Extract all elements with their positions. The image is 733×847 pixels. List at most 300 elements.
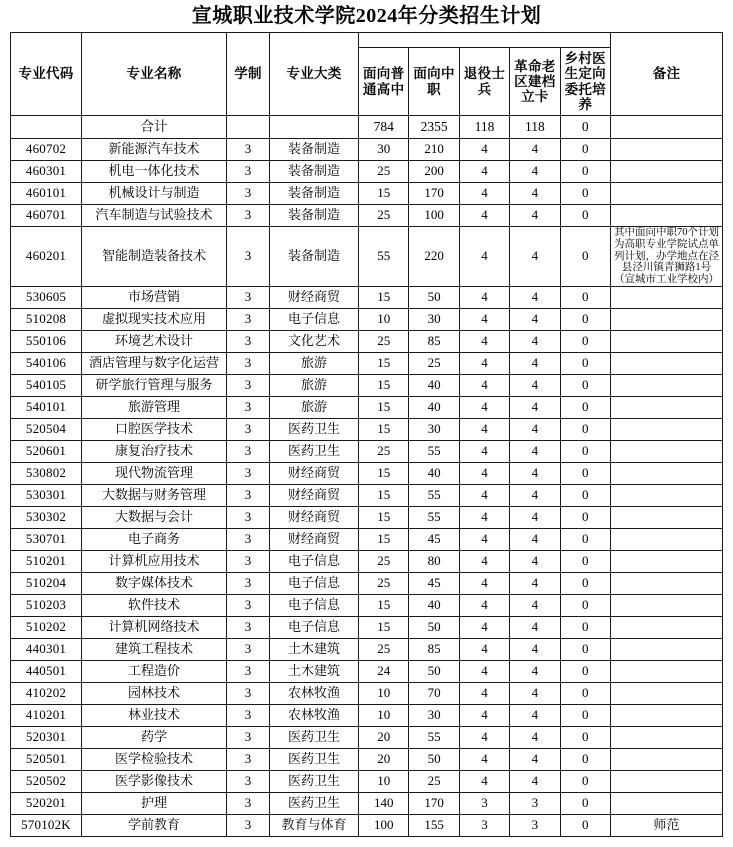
cell-major-category: 装备制造 (270, 139, 359, 161)
cell-remarks (611, 286, 723, 308)
cell-major-category: 财经商贸 (270, 462, 359, 484)
cell-old-revolutionary-base-card: 4 (510, 616, 560, 638)
cell-remarks (611, 704, 723, 726)
cell-old-revolutionary-base-card: 4 (510, 183, 560, 205)
cell-toward-general-high-school: 15 (359, 396, 409, 418)
cell-rural-doctor-commissioned: 0 (560, 139, 610, 161)
cell-major-code: 510201 (11, 550, 82, 572)
cell-rural-doctor-commissioned: 0 (560, 704, 610, 726)
cell-major-code: 460702 (11, 139, 82, 161)
cell-toward-general-high-school: 100 (359, 814, 409, 836)
cell-major-code: 410202 (11, 682, 82, 704)
table-row (11, 396, 723, 418)
cell-rural-doctor-commissioned: 0 (560, 161, 610, 183)
cell-major-category: 土木建筑 (270, 638, 359, 660)
cell-remarks (611, 550, 723, 572)
cell-rural-doctor-commissioned: 0 (560, 308, 610, 330)
cell-remarks (611, 616, 723, 638)
cell-length-of-study: 3 (227, 616, 270, 638)
cell-remarks (611, 660, 723, 682)
cell-rural-doctor-commissioned: 0 (560, 286, 610, 308)
table-row (11, 308, 723, 330)
table-row (11, 161, 723, 183)
cell-old-revolutionary-base-card: 4 (510, 550, 560, 572)
header-group-row (11, 33, 723, 48)
cell-rural-doctor-commissioned: 0 (560, 462, 610, 484)
cell-major-name: 园林技术 (82, 682, 227, 704)
cell-retired-soldiers: 3 (459, 792, 509, 814)
cell-toward-secondary-vocational: 80 (409, 550, 459, 572)
cell-major-category: 装备制造 (270, 161, 359, 183)
cell-retired-soldiers: 4 (459, 704, 509, 726)
cell-retired-soldiers: 4 (459, 594, 509, 616)
cell-toward-general-high-school: 25 (359, 205, 409, 227)
cell-retired-soldiers: 4 (459, 638, 509, 660)
cell-retired-soldiers: 118 (459, 116, 509, 139)
cell-remarks (611, 506, 723, 528)
cell-major-category: 医药卫生 (270, 440, 359, 462)
cell-major-code: 550106 (11, 330, 82, 352)
cell-toward-secondary-vocational: 170 (409, 792, 459, 814)
cell-old-revolutionary-base-card: 4 (510, 308, 560, 330)
table-row (11, 792, 723, 814)
cell-old-revolutionary-base-card: 4 (510, 748, 560, 770)
cell-old-revolutionary-base-card: 4 (510, 374, 560, 396)
cell-rural-doctor-commissioned: 0 (560, 792, 610, 814)
cell-toward-general-high-school: 15 (359, 374, 409, 396)
table-row (11, 227, 723, 287)
cell-toward-secondary-vocational: 155 (409, 814, 459, 836)
cell-old-revolutionary-base-card: 4 (510, 286, 560, 308)
cell-retired-soldiers: 4 (459, 484, 509, 506)
cell-toward-secondary-vocational: 30 (409, 704, 459, 726)
cell-remarks (611, 770, 723, 792)
cell-toward-secondary-vocational: 40 (409, 462, 459, 484)
table-row (11, 440, 723, 462)
cell-old-revolutionary-base-card: 4 (510, 330, 560, 352)
cell-length-of-study: 3 (227, 506, 270, 528)
cell-major-code (11, 116, 82, 139)
cell-old-revolutionary-base-card: 4 (510, 528, 560, 550)
cell-length-of-study: 3 (227, 792, 270, 814)
column-header-rural-doctor-commissioned: 乡村医生定向委托培养 (560, 48, 610, 116)
cell-major-category: 医药卫生 (270, 792, 359, 814)
cell-retired-soldiers: 4 (459, 418, 509, 440)
cell-major-name: 口腔医学技术 (82, 418, 227, 440)
cell-toward-general-high-school: 15 (359, 616, 409, 638)
cell-remarks (611, 726, 723, 748)
cell-major-category: 电子信息 (270, 550, 359, 572)
cell-toward-general-high-school: 15 (359, 352, 409, 374)
cell-major-category: 电子信息 (270, 616, 359, 638)
cell-toward-general-high-school: 20 (359, 726, 409, 748)
cell-old-revolutionary-base-card: 3 (510, 814, 560, 836)
cell-rural-doctor-commissioned: 0 (560, 594, 610, 616)
table-header (11, 33, 723, 116)
cell-length-of-study: 3 (227, 572, 270, 594)
cell-rural-doctor-commissioned: 0 (560, 638, 610, 660)
cell-toward-secondary-vocational: 30 (409, 308, 459, 330)
cell-retired-soldiers: 4 (459, 352, 509, 374)
cell-major-name: 合计 (82, 116, 227, 139)
cell-length-of-study: 3 (227, 161, 270, 183)
cell-toward-secondary-vocational: 55 (409, 726, 459, 748)
cell-old-revolutionary-base-card: 4 (510, 726, 560, 748)
column-header-length-of-study: 学制 (227, 33, 270, 116)
cell-major-category: 旅游 (270, 352, 359, 374)
cell-toward-general-high-school: 15 (359, 506, 409, 528)
table-row (11, 484, 723, 506)
cell-length-of-study: 3 (227, 227, 270, 287)
column-header-toward-general-high-school: 面向普通高中 (359, 48, 409, 116)
cell-length-of-study: 3 (227, 374, 270, 396)
cell-old-revolutionary-base-card: 4 (510, 396, 560, 418)
cell-major-code: 510203 (11, 594, 82, 616)
cell-retired-soldiers: 4 (459, 506, 509, 528)
cell-toward-general-high-school: 15 (359, 462, 409, 484)
cell-toward-general-high-school: 25 (359, 572, 409, 594)
table-row-total (11, 116, 723, 139)
table-row (11, 418, 723, 440)
cell-rural-doctor-commissioned: 0 (560, 616, 610, 638)
cell-major-code: 530301 (11, 484, 82, 506)
cell-major-code: 460301 (11, 161, 82, 183)
cell-major-name: 药学 (82, 726, 227, 748)
table-row (11, 682, 723, 704)
table-row (11, 748, 723, 770)
cell-length-of-study: 3 (227, 484, 270, 506)
cell-toward-secondary-vocational: 55 (409, 506, 459, 528)
cell-remarks (611, 484, 723, 506)
column-header-old-revolutionary-base-card: 革命老区建档立卡 (510, 48, 560, 116)
cell-major-name: 机械设计与制造 (82, 183, 227, 205)
cell-length-of-study: 3 (227, 440, 270, 462)
cell-major-category: 电子信息 (270, 308, 359, 330)
cell-major-category: 装备制造 (270, 205, 359, 227)
cell-retired-soldiers: 4 (459, 462, 509, 484)
cell-retired-soldiers: 4 (459, 550, 509, 572)
cell-rural-doctor-commissioned: 0 (560, 814, 610, 836)
cell-major-category: 财经商贸 (270, 286, 359, 308)
cell-major-name: 汽车制造与试验技术 (82, 205, 227, 227)
cell-major-category: 电子信息 (270, 572, 359, 594)
table-row (11, 462, 723, 484)
cell-old-revolutionary-base-card: 3 (510, 792, 560, 814)
cell-remarks (611, 396, 723, 418)
cell-remarks (611, 330, 723, 352)
cell-old-revolutionary-base-card: 4 (510, 139, 560, 161)
cell-length-of-study: 3 (227, 396, 270, 418)
cell-remarks (611, 528, 723, 550)
cell-major-name: 建筑工程技术 (82, 638, 227, 660)
cell-major-name: 计算机网络技术 (82, 616, 227, 638)
cell-major-name: 护理 (82, 792, 227, 814)
cell-remarks: 师范 (611, 814, 723, 836)
cell-major-category: 旅游 (270, 396, 359, 418)
cell-toward-general-high-school: 15 (359, 594, 409, 616)
table-row (11, 506, 723, 528)
cell-rural-doctor-commissioned: 0 (560, 660, 610, 682)
cell-old-revolutionary-base-card: 4 (510, 506, 560, 528)
cell-major-code: 410201 (11, 704, 82, 726)
cell-major-name: 大数据与会计 (82, 506, 227, 528)
cell-major-code: 460201 (11, 227, 82, 287)
cell-rural-doctor-commissioned: 0 (560, 726, 610, 748)
cell-major-code: 540105 (11, 374, 82, 396)
cell-toward-secondary-vocational: 170 (409, 183, 459, 205)
cell-major-code: 520601 (11, 440, 82, 462)
cell-old-revolutionary-base-card: 4 (510, 227, 560, 287)
cell-length-of-study: 3 (227, 748, 270, 770)
page-title: 宣城职业技术学院2024年分类招生计划 (191, 5, 542, 27)
cell-retired-soldiers: 4 (459, 572, 509, 594)
cell-major-name: 康复治疗技术 (82, 440, 227, 462)
cell-major-category: 医药卫生 (270, 726, 359, 748)
table-row (11, 374, 723, 396)
cell-major-category: 教育与体育 (270, 814, 359, 836)
cell-major-category: 农林牧渔 (270, 682, 359, 704)
cell-length-of-study: 3 (227, 704, 270, 726)
cell-major-code: 440301 (11, 638, 82, 660)
cell-length-of-study: 3 (227, 286, 270, 308)
cell-rural-doctor-commissioned: 0 (560, 440, 610, 462)
cell-remarks (611, 572, 723, 594)
cell-major-name: 大数据与财务管理 (82, 484, 227, 506)
cell-rural-doctor-commissioned: 0 (560, 748, 610, 770)
cell-major-code: 530802 (11, 462, 82, 484)
cell-retired-soldiers: 4 (459, 770, 509, 792)
cell-remarks (611, 792, 723, 814)
cell-retired-soldiers: 4 (459, 748, 509, 770)
column-header-major-name: 专业名称 (82, 33, 227, 116)
cell-toward-general-high-school: 24 (359, 660, 409, 682)
cell-retired-soldiers: 4 (459, 161, 509, 183)
cell-major-code: 540106 (11, 352, 82, 374)
cell-major-name: 计算机应用技术 (82, 550, 227, 572)
cell-length-of-study: 3 (227, 594, 270, 616)
cell-toward-secondary-vocational: 2355 (409, 116, 459, 139)
cell-major-name: 机电一体化技术 (82, 161, 227, 183)
cell-major-category (270, 116, 359, 139)
table-row (11, 660, 723, 682)
cell-old-revolutionary-base-card: 4 (510, 682, 560, 704)
cell-toward-secondary-vocational: 50 (409, 286, 459, 308)
cell-length-of-study: 3 (227, 726, 270, 748)
table-body (11, 116, 723, 837)
cell-toward-general-high-school: 15 (359, 286, 409, 308)
cell-major-name: 新能源汽车技术 (82, 139, 227, 161)
cell-major-name: 酒店管理与数字化运营 (82, 352, 227, 374)
cell-toward-general-high-school: 25 (359, 550, 409, 572)
cell-major-name: 智能制造装备技术 (82, 227, 227, 287)
cell-major-code: 530701 (11, 528, 82, 550)
cell-major-name: 医学检验技术 (82, 748, 227, 770)
cell-major-code: 520501 (11, 748, 82, 770)
cell-remarks: 其中面向中职70个计划为高职专业学院试点单列计划，办学地点在泾县泾川镇青狮路1号（宣城市工业学校内） (611, 227, 723, 287)
table-row (11, 286, 723, 308)
cell-toward-secondary-vocational: 200 (409, 161, 459, 183)
cell-retired-soldiers: 4 (459, 227, 509, 287)
cell-toward-general-high-school: 10 (359, 682, 409, 704)
cell-toward-secondary-vocational: 85 (409, 330, 459, 352)
cell-toward-secondary-vocational: 25 (409, 352, 459, 374)
cell-major-code: 440501 (11, 660, 82, 682)
cell-retired-soldiers: 4 (459, 308, 509, 330)
cell-old-revolutionary-base-card: 4 (510, 205, 560, 227)
cell-remarks (611, 116, 723, 139)
table-row (11, 814, 723, 836)
cell-toward-secondary-vocational: 100 (409, 205, 459, 227)
cell-toward-secondary-vocational: 30 (409, 418, 459, 440)
cell-toward-general-high-school: 25 (359, 330, 409, 352)
cell-rural-doctor-commissioned: 0 (560, 374, 610, 396)
column-header-major-category: 专业大类 (270, 33, 359, 116)
cell-remarks (611, 161, 723, 183)
cell-major-name: 旅游管理 (82, 396, 227, 418)
cell-old-revolutionary-base-card: 4 (510, 352, 560, 374)
cell-toward-general-high-school: 15 (359, 418, 409, 440)
cell-remarks (611, 682, 723, 704)
cell-rural-doctor-commissioned: 0 (560, 116, 610, 139)
cell-length-of-study: 3 (227, 352, 270, 374)
table-row (11, 330, 723, 352)
cell-remarks (611, 374, 723, 396)
cell-rural-doctor-commissioned: 0 (560, 418, 610, 440)
cell-retired-soldiers: 4 (459, 330, 509, 352)
cell-rural-doctor-commissioned: 0 (560, 506, 610, 528)
table-row (11, 352, 723, 374)
cell-remarks (611, 748, 723, 770)
cell-rural-doctor-commissioned: 0 (560, 227, 610, 287)
cell-major-category: 财经商贸 (270, 506, 359, 528)
cell-toward-general-high-school: 15 (359, 183, 409, 205)
cell-rural-doctor-commissioned: 0 (560, 352, 610, 374)
cell-major-category: 医药卫生 (270, 748, 359, 770)
cell-length-of-study: 3 (227, 139, 270, 161)
cell-old-revolutionary-base-card: 4 (510, 572, 560, 594)
table-row (11, 550, 723, 572)
column-header-retired-soldiers: 退役士兵 (459, 48, 509, 116)
cell-toward-secondary-vocational: 40 (409, 374, 459, 396)
cell-toward-general-high-school: 55 (359, 227, 409, 287)
cell-toward-general-high-school: 10 (359, 770, 409, 792)
cell-toward-secondary-vocational: 85 (409, 638, 459, 660)
cell-toward-secondary-vocational: 45 (409, 572, 459, 594)
cell-rural-doctor-commissioned: 0 (560, 330, 610, 352)
cell-major-category: 财经商贸 (270, 528, 359, 550)
table-row (11, 594, 723, 616)
cell-major-name: 学前教育 (82, 814, 227, 836)
cell-old-revolutionary-base-card: 4 (510, 484, 560, 506)
cell-toward-general-high-school: 25 (359, 440, 409, 462)
cell-retired-soldiers: 4 (459, 616, 509, 638)
cell-rural-doctor-commissioned: 0 (560, 682, 610, 704)
cell-length-of-study: 3 (227, 770, 270, 792)
cell-length-of-study: 3 (227, 183, 270, 205)
cell-major-category: 医药卫生 (270, 770, 359, 792)
cell-retired-soldiers: 4 (459, 286, 509, 308)
cell-toward-secondary-vocational: 40 (409, 396, 459, 418)
cell-major-name: 研学旅行管理与服务 (82, 374, 227, 396)
cell-remarks (611, 594, 723, 616)
column-header-toward-secondary-vocational: 面向中职 (409, 48, 459, 116)
cell-major-name: 林业技术 (82, 704, 227, 726)
cell-major-category: 文化艺术 (270, 330, 359, 352)
cell-rural-doctor-commissioned: 0 (560, 528, 610, 550)
cell-old-revolutionary-base-card: 4 (510, 660, 560, 682)
cell-toward-secondary-vocational: 70 (409, 682, 459, 704)
cell-toward-general-high-school: 20 (359, 748, 409, 770)
cell-length-of-study: 3 (227, 682, 270, 704)
cell-retired-soldiers: 3 (459, 814, 509, 836)
table-row (11, 770, 723, 792)
cell-major-code: 460101 (11, 183, 82, 205)
cell-major-name: 市场营销 (82, 286, 227, 308)
cell-major-code: 510208 (11, 308, 82, 330)
table-row (11, 726, 723, 748)
cell-toward-secondary-vocational: 50 (409, 748, 459, 770)
column-header-major-code: 专业代码 (11, 33, 82, 116)
cell-old-revolutionary-base-card: 4 (510, 462, 560, 484)
table-row (11, 616, 723, 638)
cell-major-name: 虚拟现实技术应用 (82, 308, 227, 330)
cell-length-of-study (227, 116, 270, 139)
cell-toward-secondary-vocational: 50 (409, 660, 459, 682)
cell-retired-soldiers: 4 (459, 682, 509, 704)
cell-toward-secondary-vocational: 25 (409, 770, 459, 792)
cell-toward-secondary-vocational: 40 (409, 594, 459, 616)
cell-major-name: 软件技术 (82, 594, 227, 616)
cell-remarks (611, 352, 723, 374)
cell-major-category: 装备制造 (270, 227, 359, 287)
cell-major-name: 现代物流管理 (82, 462, 227, 484)
enrollment-plan-table (10, 32, 723, 837)
cell-rural-doctor-commissioned: 0 (560, 396, 610, 418)
cell-retired-soldiers: 4 (459, 440, 509, 462)
table-row (11, 572, 723, 594)
cell-remarks (611, 308, 723, 330)
cell-major-name: 医学影像技术 (82, 770, 227, 792)
cell-retired-soldiers: 4 (459, 528, 509, 550)
cell-remarks (611, 462, 723, 484)
cell-toward-general-high-school: 15 (359, 484, 409, 506)
cell-toward-secondary-vocational: 210 (409, 139, 459, 161)
cell-major-category: 农林牧渔 (270, 704, 359, 726)
cell-major-code: 520504 (11, 418, 82, 440)
cell-toward-secondary-vocational: 55 (409, 484, 459, 506)
cell-rural-doctor-commissioned: 0 (560, 484, 610, 506)
cell-rural-doctor-commissioned: 0 (560, 205, 610, 227)
cell-length-of-study: 3 (227, 205, 270, 227)
cell-remarks (611, 440, 723, 462)
cell-major-code: 530605 (11, 286, 82, 308)
cell-old-revolutionary-base-card: 4 (510, 704, 560, 726)
cell-remarks (611, 183, 723, 205)
cell-remarks (611, 139, 723, 161)
cell-major-category: 旅游 (270, 374, 359, 396)
cell-retired-soldiers: 4 (459, 660, 509, 682)
cell-major-name: 环境艺术设计 (82, 330, 227, 352)
cell-old-revolutionary-base-card: 4 (510, 161, 560, 183)
table-row (11, 528, 723, 550)
cell-retired-soldiers: 4 (459, 726, 509, 748)
cell-old-revolutionary-base-card: 118 (510, 116, 560, 139)
cell-length-of-study: 3 (227, 418, 270, 440)
cell-length-of-study: 3 (227, 462, 270, 484)
cell-length-of-study: 3 (227, 814, 270, 836)
cell-remarks (611, 205, 723, 227)
cell-length-of-study: 3 (227, 308, 270, 330)
